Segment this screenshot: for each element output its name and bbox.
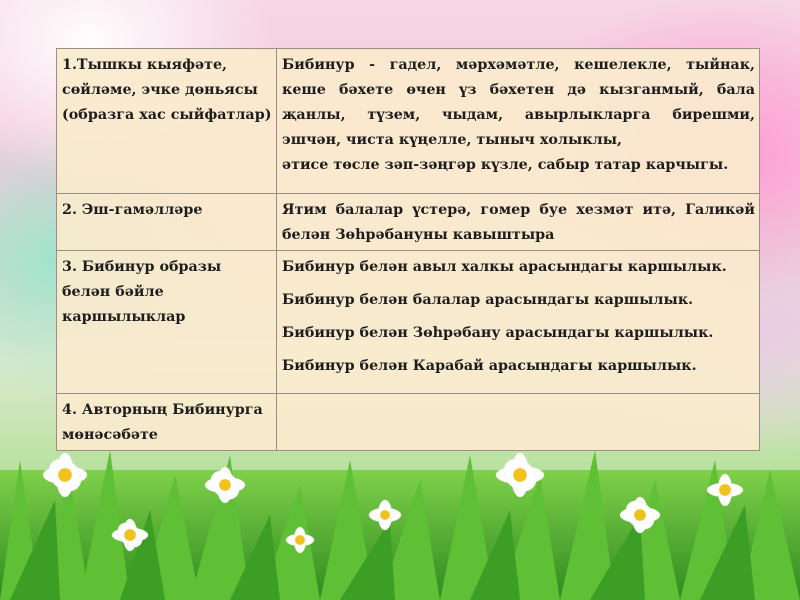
row-label: 3. Бибинур образы белән бәйле каршылыклар: [57, 251, 277, 394]
row-content: [277, 49, 760, 194]
content-line: Бибинур белән балалар арасындагы каршылык.: [282, 292, 694, 308]
content-line: Бибинур белән Зөһрәбану арасындагы каршылык.: [282, 325, 714, 341]
row-label: 2. Эш-гамәлләре: [57, 193, 277, 250]
content-line: Бибинур - гадел, мәрхәмәтле, кешелекле, тыйнак,: [282, 57, 755, 73]
content-line: Ятим балалар үстерә, гомер буе хезмәт итә, Галикәй: [282, 201, 755, 218]
content-line: белән Зөһрәбануны кавыштыра: [282, 226, 555, 243]
row-content: [277, 193, 760, 250]
content-line: кеше бәхете өчен үз бәхетен дә кызганмый, бала: [282, 82, 755, 98]
table-row: [57, 49, 760, 194]
row-content-empty: [277, 393, 760, 450]
content-line: эшчән, чиста күңелле, тыныч холыклы,: [282, 132, 623, 148]
content-line: Бибинур белән Карабай арасындагы каршылык.: [282, 358, 697, 374]
row-label: 4. Авторның Бибинурга мөнәсәбәте: [57, 393, 277, 450]
row-label: 1.Тышкы кыяфәте, сөйләме, эчке дөньясы (образга хас сыйфатлар): [57, 49, 277, 194]
content-line: Бибинур белән авыл халкы арасындагы каршылык.: [282, 259, 727, 275]
content-line: әтисе төсле зәп-зәңгәр күзле, сабыр татар карчыгы.: [282, 157, 729, 173]
table-row: [57, 193, 760, 250]
meadow-flowers-illustration: [0, 430, 800, 600]
characteristics-table: [56, 48, 760, 451]
row-content: [277, 251, 760, 394]
content-line: җанлы, түзем, чыдам, авырлыкларга бирешми,: [282, 107, 755, 123]
table-row: [57, 393, 760, 450]
table-row: [57, 251, 760, 394]
